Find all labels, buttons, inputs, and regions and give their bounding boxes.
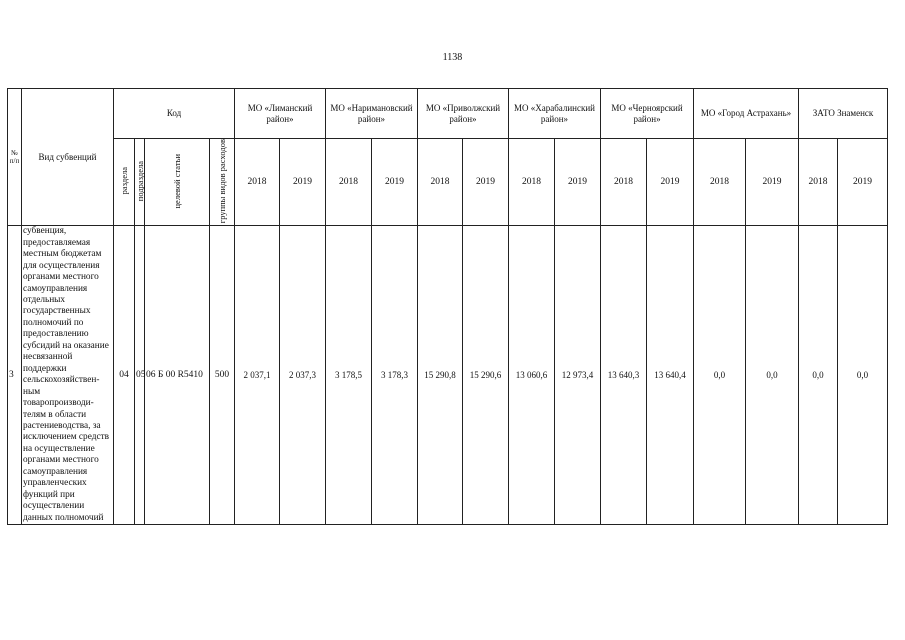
header-year: 2018 [418,139,463,226]
header-municipality: ЗАТО Знаменск [799,89,888,139]
value-cell: 2 037,3 [280,226,326,525]
header-code-target [145,139,210,226]
page-number: 1138 [442,52,463,63]
code-section: 04 [114,226,135,525]
header-year: 2018 [799,139,838,226]
header-municipality: МО «Наримановский район» [326,89,418,139]
header-year: 2019 [372,139,418,226]
subsidy-description: субвенция, предоставляемая местным бюджетам для осуществления органами местного самоуправления отдельных государственных полномочий по предоставлению субсидий на оказание несвязанной поддержки сельскохозяйствен-ным товаропроизводи-телям в области растениеводства, за исключением средств на осуществление органами местного самоуправления управленческих функций при осуществлении данных полномочий [22,226,114,525]
header-year: 2019 [746,139,799,226]
subsidy-table [7,88,888,525]
value-cell: 15 290,8 [418,226,463,525]
code-group: 500 [210,226,235,525]
header-row-number: № п/п [8,89,22,226]
value-cell: 13 060,6 [509,226,555,525]
header-code-subsection [135,139,145,226]
header-code-group-label: группы видов расходов [216,139,227,224]
code-target: 06 Б 00 R5410 [145,226,210,525]
header-year: 2018 [509,139,555,226]
header-year: 2019 [647,139,694,226]
header-subsidy-type: Вид субвенций [22,89,114,226]
header-year: 2018 [694,139,746,226]
header-code-group [210,139,235,226]
value-cell: 3 178,3 [372,226,418,525]
header-municipality: МО «Черноярский район» [601,89,694,139]
value-cell: 0,0 [746,226,799,525]
value-cell: 3 178,5 [326,226,372,525]
value-cell: 13 640,3 [601,226,647,525]
header-code-section-label: раздела [118,167,129,195]
value-cell: 13 640,4 [647,226,694,525]
header-municipality: МО «Приволжский район» [418,89,509,139]
header-municipality: МО «Лиманский район» [235,89,326,139]
header-year: 2018 [326,139,372,226]
value-cell: 2 037,1 [235,226,280,525]
value-cell: 0,0 [838,226,888,525]
header-year: 2018 [235,139,280,226]
header-code-subsection-label: подраздела [135,161,145,202]
value-cell: 15 290,6 [463,226,509,525]
header-year: 2019 [463,139,509,226]
header-year: 2019 [838,139,888,226]
value-cell: 12 973,4 [555,226,601,525]
code-subsection: 05 [135,226,145,525]
header-code: Код [114,89,235,139]
header-code-target-label: целевой статьи [171,153,182,209]
row-number: 3 [8,226,22,525]
header-code-section [114,139,135,226]
header-year: 2019 [555,139,601,226]
header-year: 2019 [280,139,326,226]
header-municipality: МО «Харабалинский район» [509,89,601,139]
value-cell: 0,0 [799,226,838,525]
value-cell: 0,0 [694,226,746,525]
header-year: 2018 [601,139,647,226]
header-municipality: МО «Город Астрахань» [694,89,799,139]
table-row [8,226,888,525]
